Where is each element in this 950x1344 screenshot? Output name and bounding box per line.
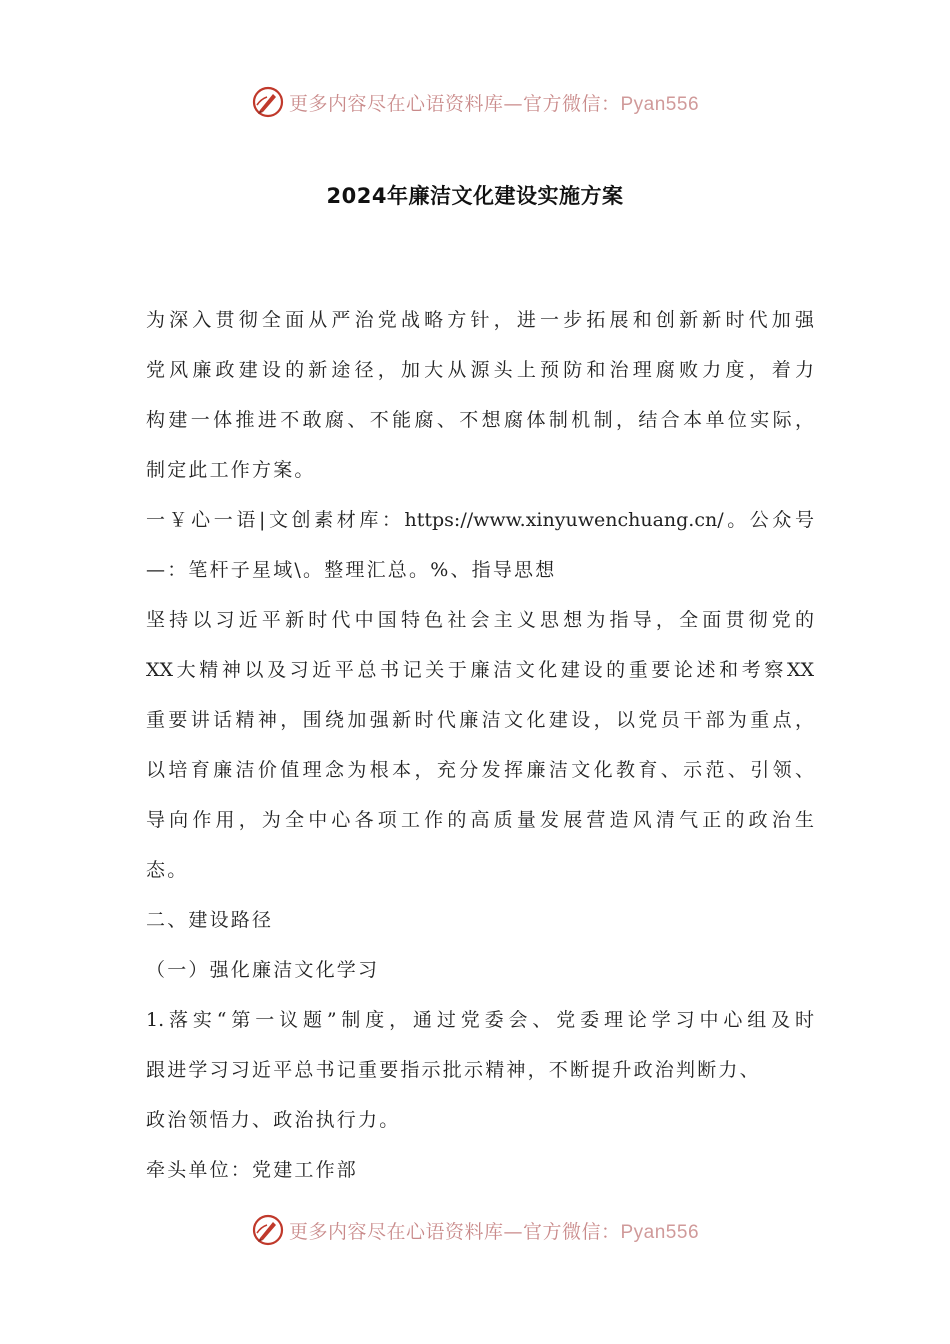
paragraph-line: 坚持以习近平新时代中国特色社会主义思想为指导，全面贯彻党的 [146, 609, 814, 631]
paragraph-line: 导向作用，为全中心各项工作的高质量发展营造风清气正的政治生 [146, 809, 814, 831]
paragraph-line: XX大精神以及习近平总书记关于廉洁文化建设的重要论述和考察XX [146, 659, 814, 681]
paragraph-line: 1.落实“第一议题”制度，通过党委会、党委理论学习中心组及时 [146, 1009, 814, 1031]
header-watermark [0, 82, 950, 122]
paragraph-line: 一￥心一语|文创素材库：https://www.xinyuwenchuang.cn/。公众号 [146, 509, 814, 531]
paragraph-line: 以培育廉洁价值理念为根本，充分发挥廉洁文化教育、示范、引领、 [146, 759, 814, 781]
subsection-heading: （一）强化廉洁文化学习 [146, 959, 380, 981]
watermark-text: 更多内容尽在心语资料库—官方微信：Pyan556 [288, 92, 700, 115]
paragraph-line: 党风廉政建设的新途径，加大从源头上预防和治理腐败力度，着力 [146, 359, 814, 381]
pen-logo-icon [251, 85, 285, 119]
lead-unit-line: 牵头单位：党建工作部 [146, 1159, 359, 1181]
paragraph-line: 重要讲话精神，围绕加强新时代廉洁文化建设，以党员干部为重点， [146, 709, 814, 731]
document-body [146, 295, 814, 1195]
paragraph-line: 制定此工作方案。 [146, 459, 316, 481]
paragraph-line: 态。 [146, 859, 189, 881]
watermark-text: 更多内容尽在心语资料库—官方微信：Pyan556 [288, 1220, 700, 1243]
pen-logo-icon [251, 1213, 285, 1247]
section-heading: 二、建设路径 [146, 909, 274, 931]
paragraph-line: 政治领悟力、政治执行力。 [146, 1109, 401, 1131]
paragraph-line: 构建一体推进不敢腐、不能腐、不想腐体制机制，结合本单位实际， [146, 409, 814, 431]
footer-watermark [0, 1210, 950, 1250]
paragraph-line: 跟进学习习近平总书记重要指示批示精神，不断提升政治判断力、 [146, 1059, 761, 1081]
paragraph-line: 为深入贯彻全面从严治党战略方针，进一步拓展和创新新时代加强 [146, 309, 814, 331]
document-title: 2024年廉洁文化建设实施方案 [326, 184, 624, 208]
section-heading: —：笔杆子星域\。整理汇总。%、指导思想 [146, 559, 557, 581]
